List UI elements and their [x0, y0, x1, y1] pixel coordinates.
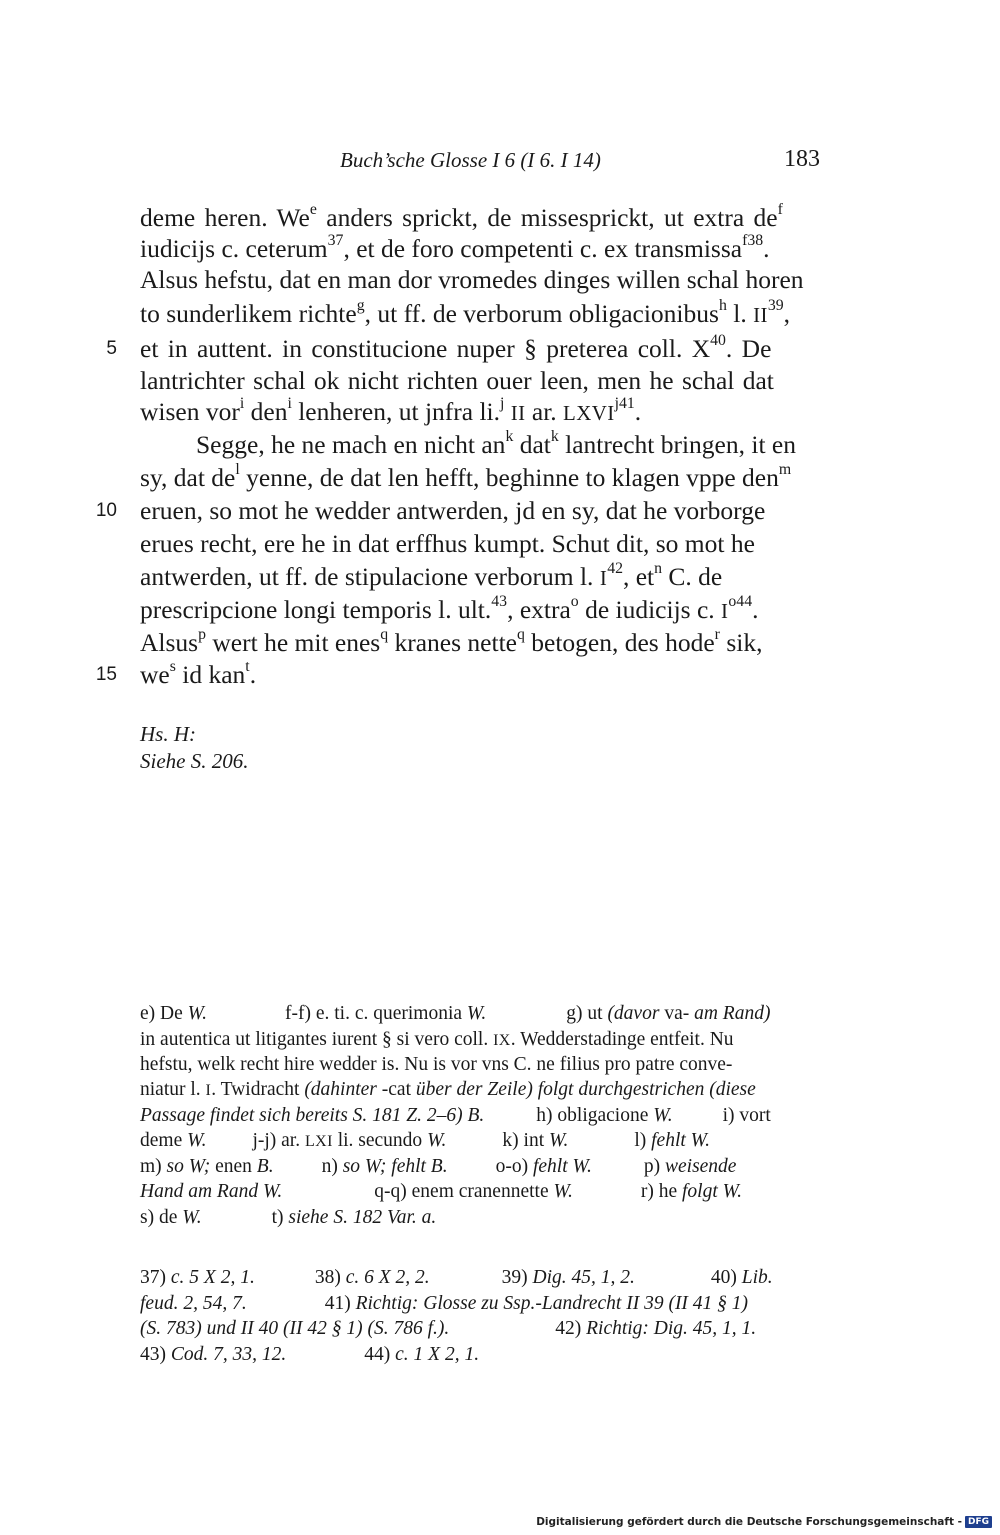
line-number: 5: [106, 338, 117, 359]
line-number: 15: [95, 664, 117, 685]
apparatus-line: in autentica ut litigantes iurent § si vero coll. IX. Wedderstadinge entfeit. Nu: [140, 1029, 734, 1050]
manuscript-note: Siehe S. 206.: [140, 749, 249, 773]
text-line: 15 $we^s$ id kan$^t$.: [140, 660, 256, 690]
apparatus-line: hefstu, welk recht hire wedder is. Nu is vor vns C. ne filius pro patre conve-: [140, 1054, 733, 1075]
text-line: sy, dat $de^l$ yenne, de dat len hefft, beghinne to klagen vppe den$^m$: [140, 461, 792, 492]
text-line: Alsus hefstu, dat en man dor vromedes dinges willen schal horen: [140, 265, 804, 294]
source-note-line: 43) Cod. 7, 33, 12. 44) c. 1 X 2, 1.: [140, 1344, 480, 1365]
text-line: antwerden, ut ff. de stipulacione verborum l. $I^{42}$, $et^n$ C. de: [140, 560, 723, 591]
dfg-logo: DFG: [965, 1516, 992, 1528]
source-note-line: feud. 2, 54, 7. 41) Richtig: Glosse zu Ssp.-Landrecht II 39 (II 41 § 1): [140, 1293, 749, 1314]
source-note-line: (S. 783) und II 40 (II 42 § 1) (S. 786 f.). 42) Richtig: Dig. 45, 1, 1.: [140, 1318, 757, 1339]
line-number: 10: [95, 500, 117, 521]
text-line: Alsus$^p$ wert he mit enes$^q$ kranes nette$^q$ betogen, des hode$^r$ sik,: [140, 626, 763, 657]
apparatus-line: Hand am Rand W. q-q) enem cranennette W. r) he folgt W.: [140, 1181, 742, 1202]
text-line: 5 et in auttent. in constitucione nuper § preterea coll. $X^{40}$. De: [140, 334, 771, 364]
text-line: prescripcione longi temporis l. ult.$^{43}$, extra$^o$ de iudicijs c. $I^{o44}$.: [140, 593, 759, 624]
text-line: 10 eruen, so mot he wedder antwerden, jd en sy, dat he vorborge: [140, 496, 765, 526]
text-line: wisen vor$^i$ den$^i$ lenheren, ut jnfra li.$^j$ II ar. $LXVI^{j41}$.: [140, 395, 642, 426]
apparatus-line: deme W. j-j) ar. LXI li. secundo W. k) int W. l) fehlt W.: [140, 1130, 711, 1151]
digitization-footer: [536, 1516, 992, 1528]
footer-text: Digitalisierung gefördert durch die Deutsche Forschungsgemeinschaft -: [536, 1516, 962, 1528]
page-number: 183: [784, 146, 820, 172]
source-note-line: 37) c. 5 X 2, 1. 38) c. 6 X 2, 2. 39) Dig. 45, 1, 2. 40) Lib.: [140, 1267, 773, 1288]
apparatus-line: niatur l. I. Twidracht (dahinter -cat über der Zeile) folgt durchgestrichen (diese: [140, 1079, 756, 1100]
text-line: Segge, he ne mach en nicht $an^k$ dat$^k$ lantrecht bringen, it en: [196, 428, 796, 459]
text-line: deme heren. We$^e$ anders sprickt, de missesprickt, ut extra $de^f$: [140, 201, 783, 232]
apparatus-line: m) so W; enen B. n) so W; fehlt B. o-o) fehlt W. p) weisende: [140, 1156, 737, 1177]
apparatus-line: s) de W. t) siehe S. 182 Var. a.: [140, 1207, 437, 1228]
text-line: iudicijs c. ceterum$^{37}$, et de foro competenti c. ex transmissa$^{f38}$.: [140, 232, 770, 263]
apparatus-line: e) De W. f-f) e. ti. c. querimonia W. g) ut (davor va- am Rand): [140, 1003, 771, 1024]
apparatus-line: Passage findet sich bereits S. 181 Z. 2–6) B. h) obligacione W. i) vort: [140, 1105, 771, 1126]
text-line: lantrichter schal ok nicht richten ouer leen, men he schal dat: [140, 366, 774, 395]
text-line: erues recht, ere he in dat erffhus kumpt. Schut dit, so mot he: [140, 529, 755, 558]
manuscript-note: Hs. H:: [140, 722, 196, 746]
text-line: to sunderlikem richte$^g$, ut ff. de verborum obligacionibus$^h$ l. II$^{39}$,: [140, 297, 790, 328]
running-title: Buch’sche Glosse I 6 (I 6. I 14): [340, 148, 601, 172]
